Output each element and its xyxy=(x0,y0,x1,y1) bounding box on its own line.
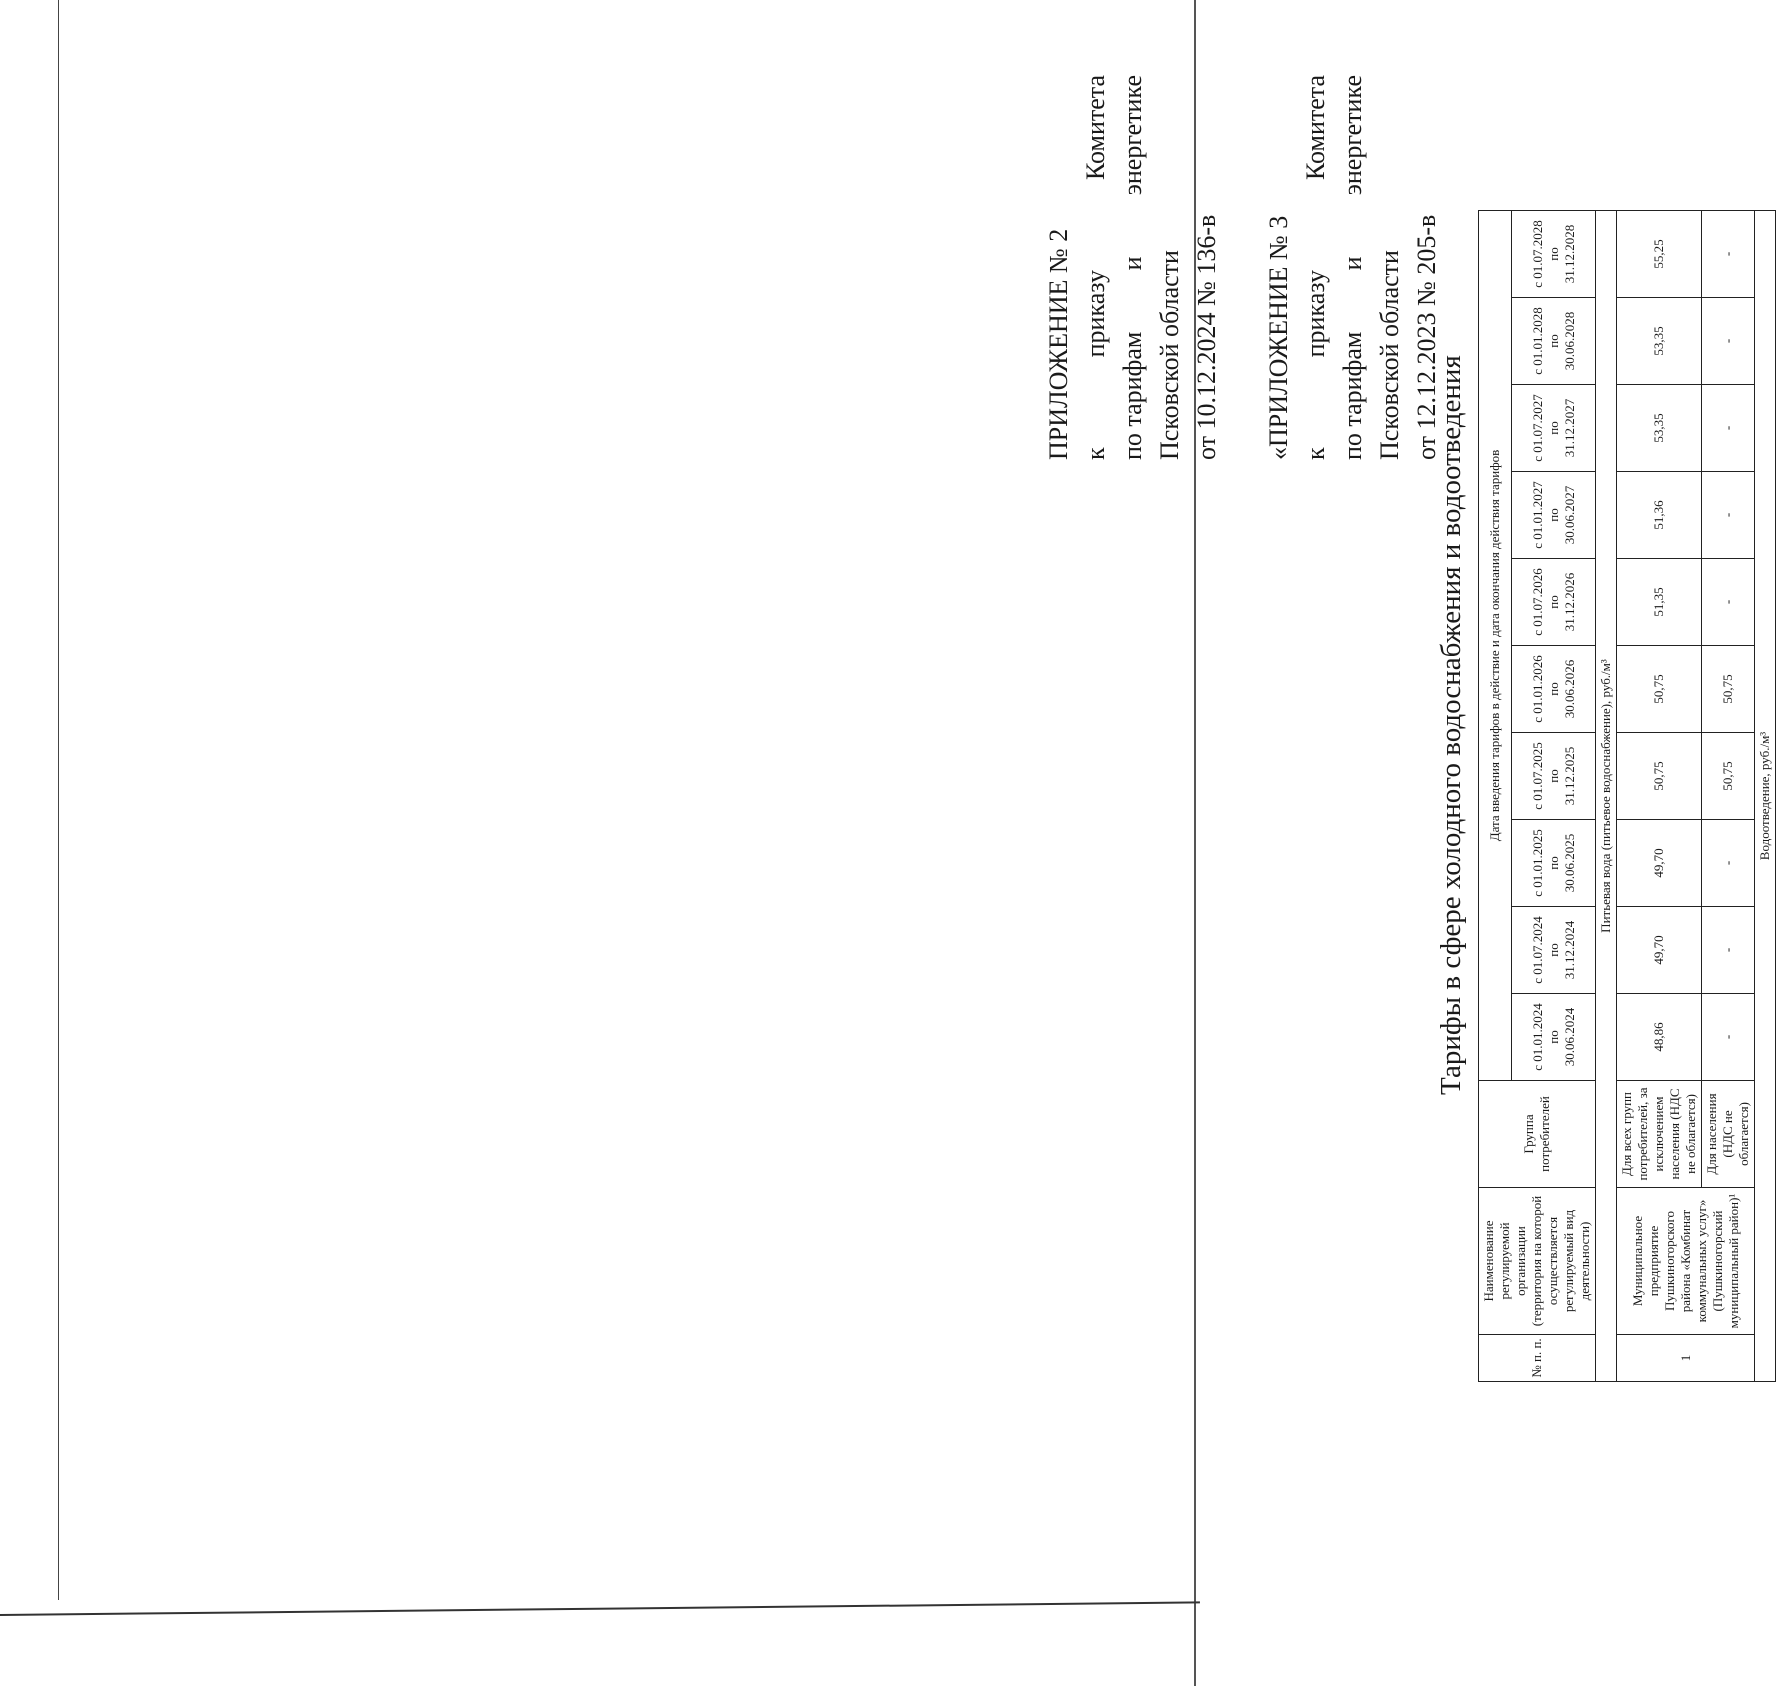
rotated-content xyxy=(860,50,1772,1490)
period-to: 31.12.2027 xyxy=(1561,398,1577,458)
period-sep: по xyxy=(1545,769,1561,783)
scan-edge-bottom xyxy=(0,1601,1200,1616)
tariff-value: 51,36 xyxy=(1617,472,1702,559)
appendix-text: и xyxy=(1118,256,1147,271)
tariff-value: - xyxy=(1702,820,1755,907)
header-dates: Дата введения тарифов в действие и дата окончания действия тарифов xyxy=(1479,211,1512,1081)
period-to: 31.12.2024 xyxy=(1561,920,1577,980)
appendix-current-title: ПРИЛОЖЕНИЕ № 2 xyxy=(1044,228,1073,460)
period-to: 31.12.2026 xyxy=(1561,572,1577,632)
period-from: с 01.07.2024 xyxy=(1529,916,1545,984)
appendix-text: и xyxy=(1338,256,1367,271)
period-from: с 01.01.2024 xyxy=(1529,1003,1545,1071)
table-row xyxy=(1617,211,1702,1382)
appendix-order-ref: от 10.12.2024 № 136-в xyxy=(1192,214,1221,460)
period-sep: по xyxy=(1545,682,1561,696)
period-header xyxy=(1512,298,1596,385)
appendix-text: приказу xyxy=(1301,270,1330,358)
tariff-value: 53,35 xyxy=(1617,298,1702,385)
tariff-value: - xyxy=(1702,907,1755,994)
period-header xyxy=(1512,907,1596,994)
tariff-value: 49,70 xyxy=(1617,907,1702,994)
period-to: 31.12.2028 xyxy=(1561,224,1577,284)
appendix-order-ref: от 12.12.2023 № 205-в xyxy=(1412,214,1441,460)
period-from: с 01.07.2025 xyxy=(1529,742,1545,810)
header-num: № п. п. xyxy=(1479,1335,1596,1382)
tariff-value: - xyxy=(1702,385,1755,472)
period-sep: по xyxy=(1545,595,1561,609)
period-sep: по xyxy=(1545,247,1561,261)
section-water-row xyxy=(1596,211,1617,1382)
period-to: 30.06.2027 xyxy=(1561,485,1577,545)
period-sep: по xyxy=(1545,334,1561,348)
appendix-previous xyxy=(1260,75,1445,460)
appendix-text: по тарифам xyxy=(1118,331,1147,460)
section-sewer: Водоотведение, руб./м³ xyxy=(1755,211,1776,1382)
period-header xyxy=(1512,820,1596,907)
period-sep: по xyxy=(1545,421,1561,435)
organization-name: Муниципальное предприятие Пушкиногорского района «Комбинат коммунальных услуг» (Пушкиногорский муниципальный район)¹ xyxy=(1617,1188,1755,1335)
section-sewer-row xyxy=(1755,211,1776,1382)
tariff-value: - xyxy=(1702,559,1755,646)
group-population: Для населения (НДС не облагается) xyxy=(1702,1081,1755,1188)
period-to: 30.06.2026 xyxy=(1561,659,1577,719)
period-from: с 01.01.2026 xyxy=(1529,655,1545,723)
tariff-value: - xyxy=(1702,298,1755,385)
appendix-text: энергетике xyxy=(1338,75,1367,196)
period-from: с 01.01.2027 xyxy=(1529,481,1545,549)
period-header xyxy=(1512,733,1596,820)
period-sep: по xyxy=(1545,856,1561,870)
appendix-text: по тарифам xyxy=(1338,331,1367,460)
period-sep: по xyxy=(1545,508,1561,522)
period-sep: по xyxy=(1545,1030,1561,1044)
appendix-text: к xyxy=(1081,447,1110,460)
tariff-table xyxy=(1478,210,1776,1382)
period-from: с 01.07.2028 xyxy=(1529,220,1545,288)
period-header xyxy=(1512,385,1596,472)
period-to: 30.06.2024 xyxy=(1561,1007,1577,1067)
appendix-text: энергетике xyxy=(1118,75,1147,196)
period-header xyxy=(1512,211,1596,298)
tariff-value: - xyxy=(1702,472,1755,559)
appendix-current xyxy=(1040,75,1225,460)
document-title: Тарифы в сфере холодного водоснабжения и водоотведения xyxy=(1435,355,1467,1095)
group-all: Для всех групп потребителей, за исключением населения (НДС не облагается) xyxy=(1617,1081,1702,1188)
row-number: 1 xyxy=(1617,1335,1755,1382)
tariff-value: 50,75 xyxy=(1702,646,1755,733)
appendix-text: Комитета xyxy=(1301,75,1330,181)
period-from: с 01.07.2026 xyxy=(1529,568,1545,636)
tariff-value: 50,75 xyxy=(1617,733,1702,820)
header-org: Наименование регулируемой организации (территория на которой осуществляется регулируемый вид деятельности) xyxy=(1479,1188,1596,1335)
appendix-text: Псковской области xyxy=(1155,250,1184,460)
appendix-text: к xyxy=(1301,447,1330,460)
period-from: с 01.07.2027 xyxy=(1529,394,1545,462)
appendix-previous-title: «ПРИЛОЖЕНИЕ № 3 xyxy=(1264,215,1293,460)
tariff-value: 50,75 xyxy=(1617,646,1702,733)
period-to: 31.12.2025 xyxy=(1561,746,1577,806)
period-header xyxy=(1512,646,1596,733)
period-sep: по xyxy=(1545,943,1561,957)
tariff-value: 55,25 xyxy=(1617,211,1702,298)
tariff-value: 48,86 xyxy=(1617,994,1702,1081)
tariff-value: - xyxy=(1702,994,1755,1081)
tariff-value: 53,35 xyxy=(1617,385,1702,472)
tariff-value: 49,70 xyxy=(1617,820,1702,907)
appendix-text: Псковской области xyxy=(1375,250,1404,460)
period-from: с 01.01.2025 xyxy=(1529,829,1545,897)
tariff-value: 51,35 xyxy=(1617,559,1702,646)
appendix-text: Комитета xyxy=(1081,75,1110,181)
table-header-row xyxy=(1479,211,1512,1382)
period-from: с 01.01.2028 xyxy=(1529,307,1545,375)
tariff-value: 50,75 xyxy=(1702,733,1755,820)
section-water: Питьевая вода (питьевое водоснабжение), руб./м³ xyxy=(1596,211,1617,1382)
period-header xyxy=(1512,994,1596,1081)
period-header xyxy=(1512,559,1596,646)
tariff-value: - xyxy=(1702,211,1755,298)
period-to: 30.06.2028 xyxy=(1561,311,1577,371)
appendix-text: приказу xyxy=(1081,270,1110,358)
period-header xyxy=(1512,472,1596,559)
scan-edge-left xyxy=(58,0,59,1600)
header-group: Группа потребителей xyxy=(1479,1081,1596,1188)
period-to: 30.06.2025 xyxy=(1561,833,1577,893)
